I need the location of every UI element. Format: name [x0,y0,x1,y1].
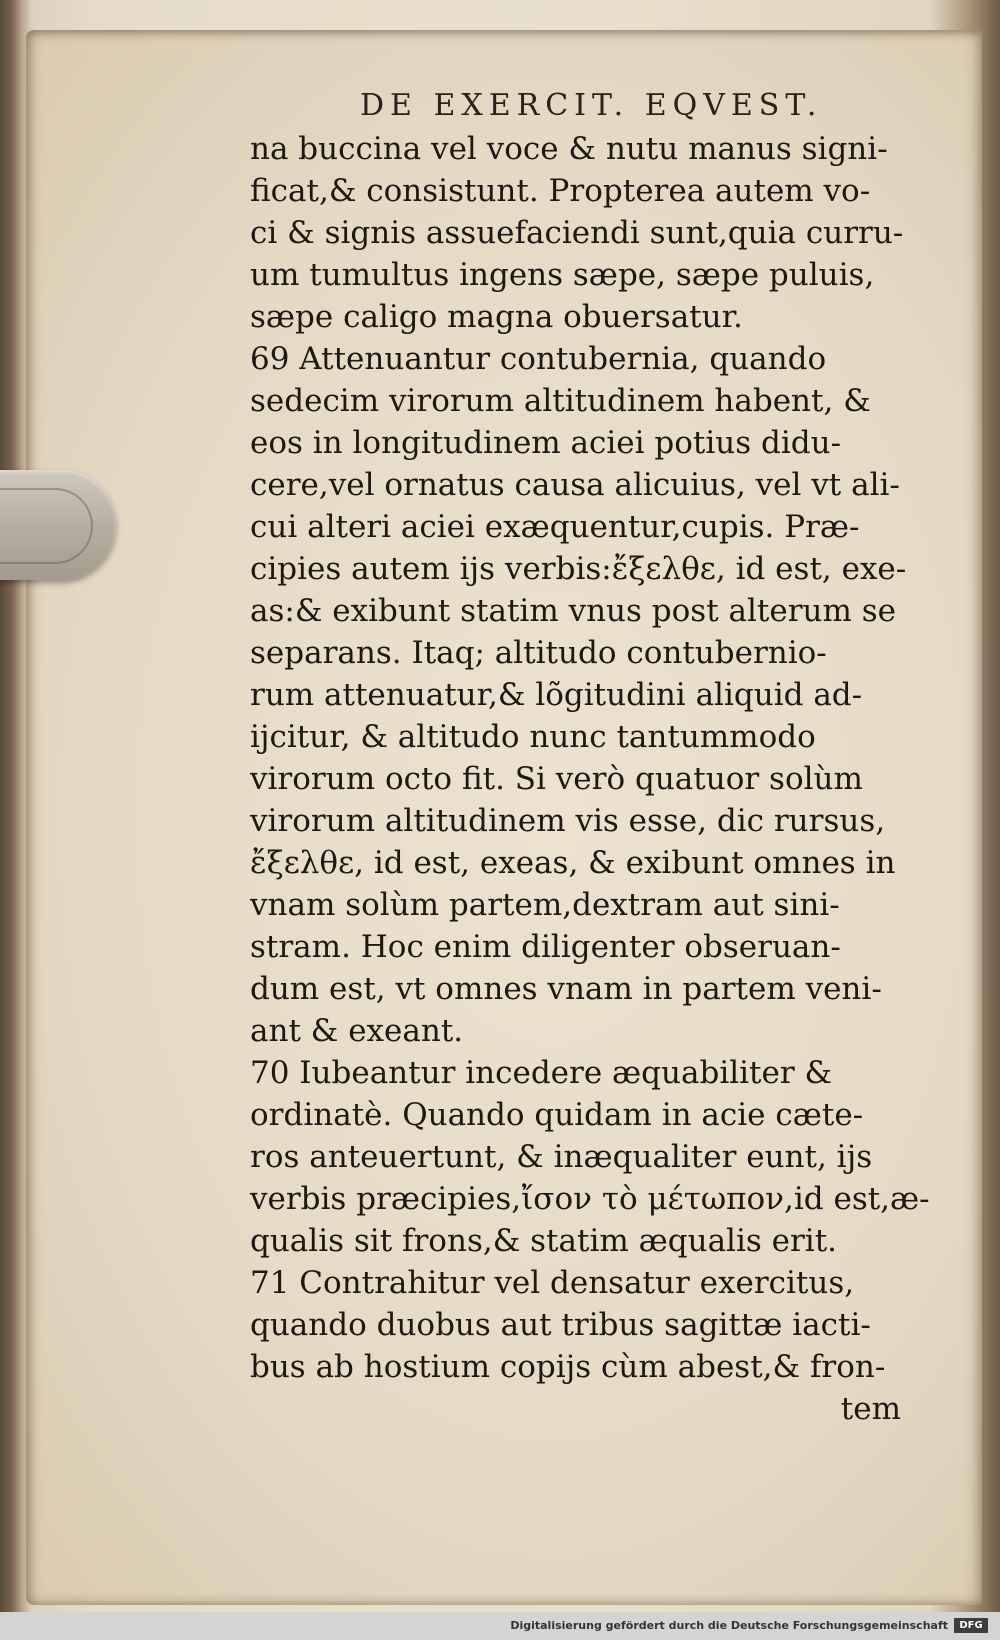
text-line: virorum octo fit. Si verò quatuor solùm [250,761,863,797]
text-line: cui alteri aciei exæquentur,cupis. Præ- [250,509,860,545]
footer-credit: Digitalisierung gefördert durch die Deutsche Forschungsgemeinschaft [510,1619,948,1632]
text-line: ἔξελθε, id est, exeas, & exibunt omnes in [250,845,896,881]
page-text [250,128,930,1430]
text-line: sæpe caligo magna obuersatur. [250,299,743,335]
text-line: ordinatè. Quando quidam in acie cæte- [250,1097,864,1133]
footer-bar [0,1612,1000,1640]
text-line: um tumultus ingens sæpe, sæpe puluis, [250,257,875,293]
text-line: dum est, vt omnes vnam in partem veni- [250,971,882,1007]
text-line: 69 Attenuantur contubernia, quando [250,341,827,377]
text-line: ci & signis assuefaciendi sunt,quia curru- [250,215,904,251]
text-line: ant & exeant. [250,1013,464,1049]
text-line: eos in longitudinem aciei potius didu- [250,425,842,461]
text-line: sedecim virorum altitudinem habent, & [250,383,871,419]
text-line: stram. Hoc enim diligenter obseruan- [250,929,841,965]
book-clip [0,470,116,580]
text-line: separans. Itaq; altitudo contubernio- [250,635,827,671]
text-line: cipies autem ijs verbis:ἔξελθε, id est, exe- [250,551,907,587]
text-line: ijcitur, & altitudo nunc tantummodo [250,719,816,755]
catchword: tem [840,1391,901,1427]
text-line: rum attenuatur,& lõgitudini aliquid ad- [250,677,863,713]
text-line: qualis sit frons,& statim æqualis erit. [250,1223,838,1259]
dfg-logo: DFG [954,1618,988,1633]
text-line: vnam solùm partem,dextram aut sini- [250,887,840,923]
text-line: quando duobus aut tribus sagittæ iacti- [250,1307,871,1343]
text-line: na buccina vel voce & nutu manus signi- [250,131,888,167]
running-header: DE EXERCIT. EQVEST. [360,88,823,123]
text-line: cere,vel ornatus causa alicuius, vel vt ali- [250,467,900,503]
text-line: ros anteuertunt, & inæqualiter eunt, ijs [250,1139,873,1175]
text-line: ficat,& consistunt. Propterea autem vo- [250,173,871,209]
text-line: as:& exibunt statim vnus post alterum se [250,593,897,629]
text-line: bus ab hostium copijs cùm abest,& fron- [250,1349,886,1385]
text-line: virorum altitudinem vis esse, dic rursus, [250,803,886,839]
text-line: 71 Contrahitur vel densatur exercitus, [250,1265,855,1301]
text-line: 70 Iubeantur incedere æquabiliter & [250,1055,833,1091]
text-line: verbis præcipies,ἴσον τὸ μέτωπον,id est,æ- [250,1181,930,1217]
